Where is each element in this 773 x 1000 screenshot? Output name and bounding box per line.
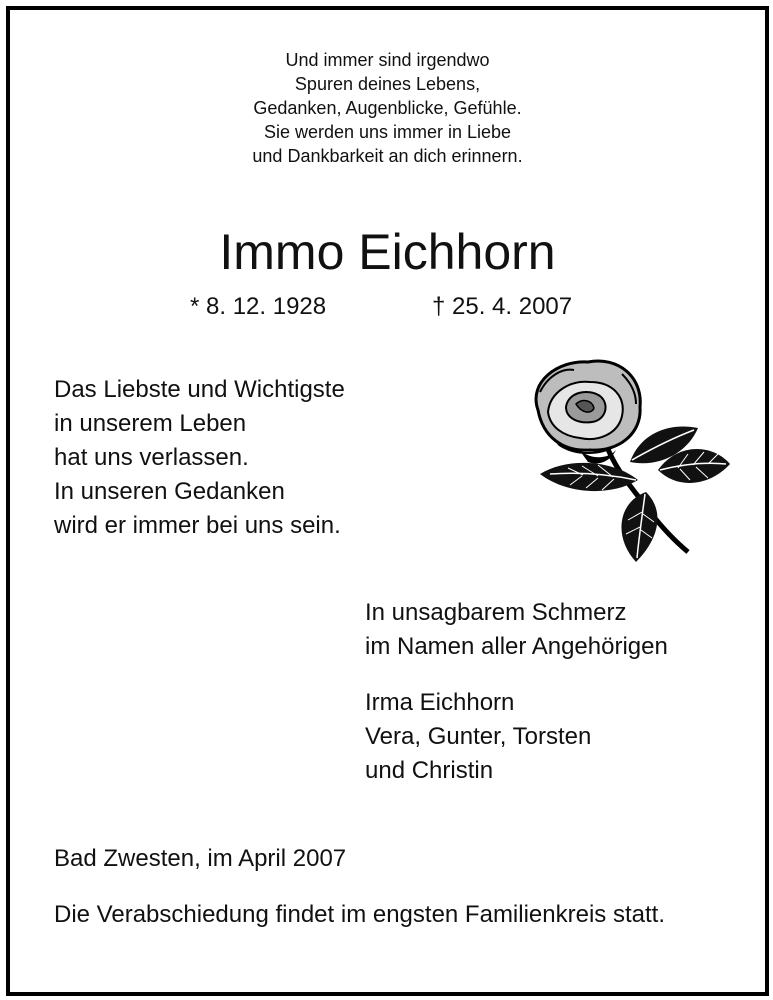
family-line: Irma Eichhorn (365, 689, 515, 716)
verse-line: hat uns verlassen. (54, 444, 249, 471)
farewell-verse (54, 373, 345, 543)
mourning-text (365, 596, 668, 664)
place-date: Bad Zwesten, im April 2007 (54, 845, 347, 872)
verse-line: In unseren Gedanken (54, 478, 285, 505)
family-line: Vera, Gunter, Torsten (365, 723, 592, 750)
birth-date: * 8. 12. 1928 (190, 293, 327, 320)
poem-line: Sie werden uns immer in Liebe (263, 122, 512, 142)
deceased-name: Immo Eichhorn (219, 224, 556, 280)
family-line: und Christin (365, 757, 494, 784)
family-names (365, 686, 591, 788)
verse-line: wird er immer bei uns sein. (54, 512, 341, 539)
verse-line: in unserem Leben (54, 410, 247, 437)
poem-line: Spuren deines Lebens, (294, 74, 481, 94)
opening-poem (10, 48, 765, 168)
mourning-line: In unsagbarem Schmerz (365, 599, 627, 626)
death-date: † 25. 4. 2007 (432, 293, 573, 320)
funeral-notice: Die Verabschiedung findet im engsten Familienkreis statt. (54, 901, 665, 928)
mourning-line: im Namen aller Angehörigen (365, 633, 668, 660)
poem-line: Und immer sind irgendwo (285, 50, 490, 70)
rose-icon (518, 352, 738, 567)
obituary-frame (6, 6, 769, 996)
poem-line: Gedanken, Augenblicke, Gefühle. (253, 98, 522, 118)
verse-line: Das Liebste und Wichtigste (54, 376, 345, 403)
poem-line: und Dankbarkeit an dich erinnern. (252, 146, 523, 166)
